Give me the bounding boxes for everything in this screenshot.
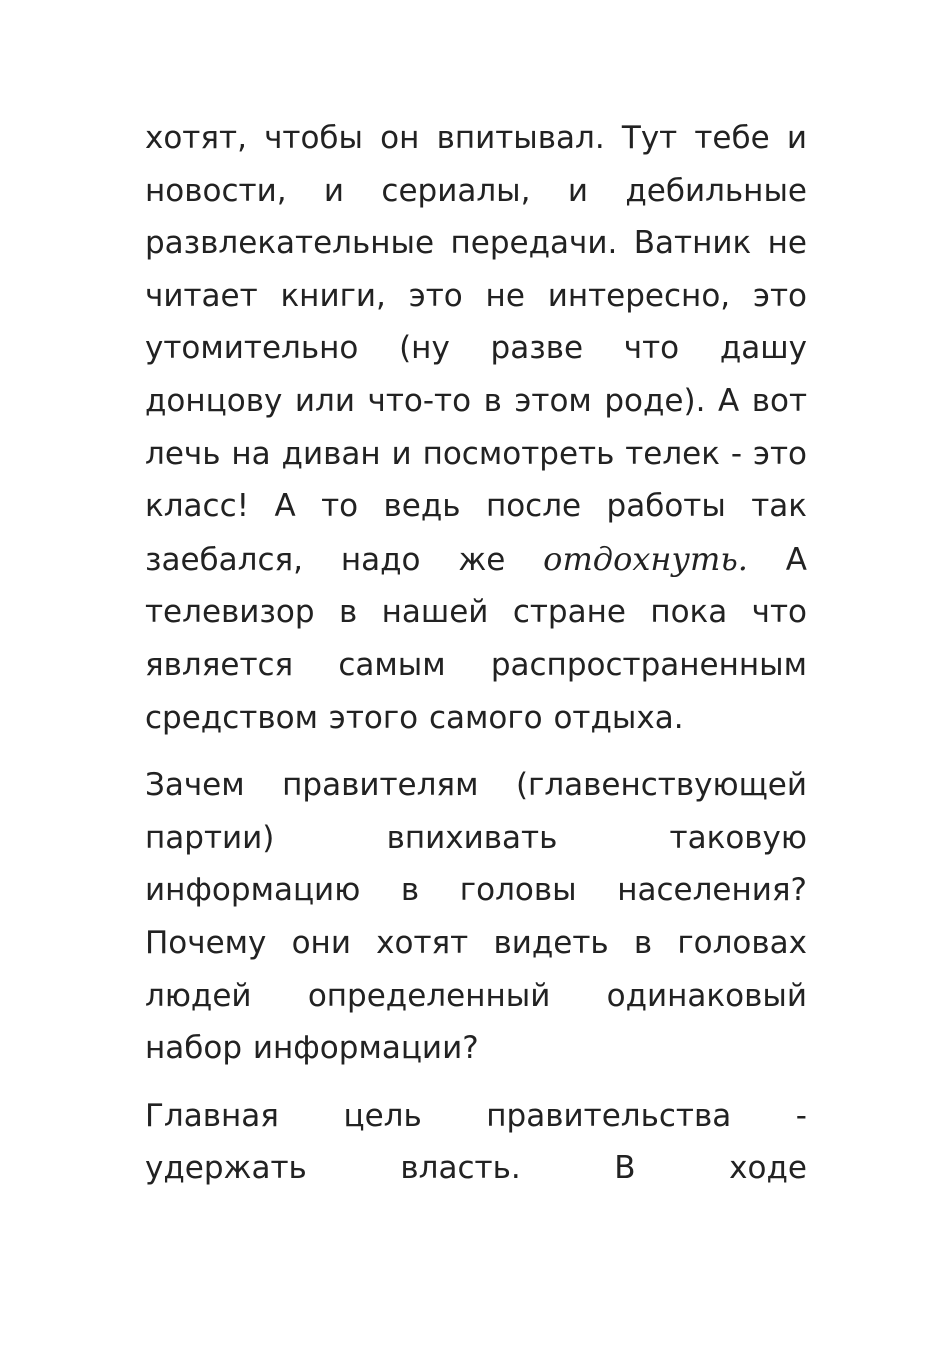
document-page: [145, 112, 807, 1210]
paragraph-text: хотят, чтобы он впитывал. Тут тебе и новости, и сериалы, и дебильные развлекательные передачи. Ватник не читает книги, это не интересно, это утомительно (ну разве что дашу донцову или что-то в этом роде). А вот лечь на диван и посмотреть телек - это класс! А то ведь после работы так заебался, надо же: [145, 120, 807, 578]
paragraph: Главная цель правительства - удержать власть. В ходе: [145, 1097, 807, 1187]
paragraph-text: А телевизор в нашей стране пока что является самым распространенным средством этого самого отдыха.: [145, 541, 807, 736]
emphasized-text: отдохнуть.: [543, 539, 748, 578]
paragraph: Зачем правителям (главенствующей партии) впихивать таковую информацию в головы населения? Почему они хотят видеть в головах людей определенный одинаковый набор информации?: [145, 767, 807, 1067]
paragraph: [145, 112, 807, 744]
